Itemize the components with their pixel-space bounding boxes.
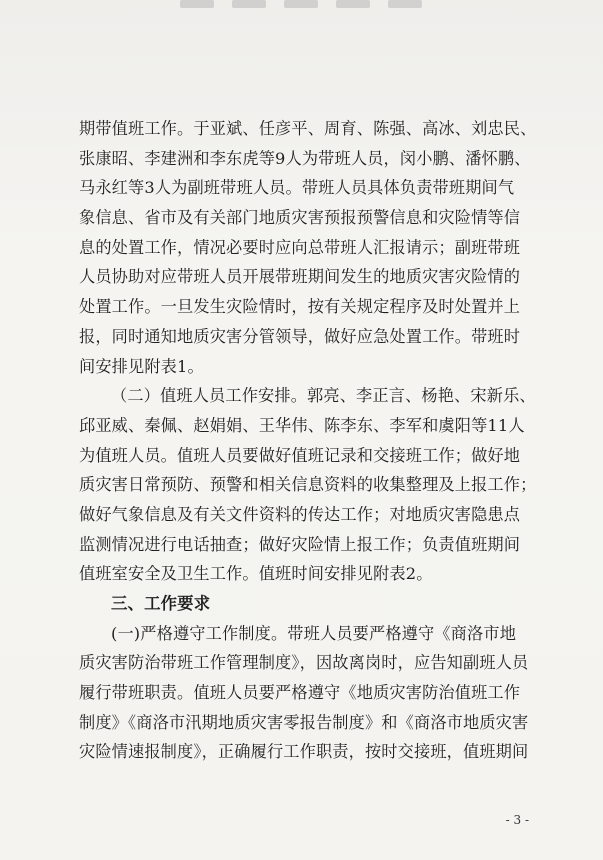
paragraph-line: 张康昭、李建洲和李东虎等9人为带班人员，闵小鹏、潘怀鹏、 [79,148,531,168]
paragraph-line: 息的处置工作，情况必要时应向总带班人汇报请示；副班带班 [79,237,521,257]
paragraph-line: 质灾害日常预防、预警和相关信息资料的收集整理及上报工作； [79,475,537,495]
paragraph-line: 灾险情速报制度》，正确履行工作职责，按时交接班，值班期间 [79,742,529,762]
section-heading: 三、工作要求 [111,594,211,613]
paragraph-line: 邱亚威、秦佩、赵娟娟、王华伟、陈李东、李军和虞阳等11人 [79,415,525,435]
paragraph-line: 值班室安全及卫生工作。值班时间安排见附表2。 [79,564,433,584]
paragraph-line: （二）值班人员工作安排。郭亮、李正言、杨艳、宋新乐、 [111,386,536,406]
paragraph-line: 处置工作。一旦发生灾险情时，按有关规定程序及时处置并上 [79,297,521,317]
paragraph-line: 制度》《商洛市汛期地质灾害零报告制度》和《商洛市地质灾害 [79,712,529,732]
paragraph-line: 人员协助对应带班人员开展带班期间发生的地质灾害灾险情的 [79,267,521,287]
page-number: - 3 - [505,813,529,827]
bleed-through-header [180,0,440,10]
paragraph-line: 马永红等3人为副班带班人员。带班人员具体负责带班期间气 [79,178,515,198]
paragraph-line: (一)严格遵守工作制度。带班人员要严格遵守《商洛市地 [111,623,517,643]
paragraph-line: 做好气象信息及有关文件资料的传达工作；对地质灾害隐患点 [79,504,521,524]
paragraph-line: 象信息、省市及有关部门地质灾害预报预警信息和灾险情等信 [79,208,521,228]
paragraph-line: 履行带班职责。值班人员要严格遵守《地质灾害防治值班工作 [79,683,521,703]
paragraph-line: 期带值班工作。于亚斌、任彦平、周育、陈强、高冰、刘忠民、 [79,119,537,138]
document-body [79,114,537,767]
paragraph-line: 监测情况进行电话抽查；做好灾险情上报工作；负责值班期间 [79,534,521,554]
paragraph-line: 为值班人员。值班人员要做好值班记录和交接班工作；做好地 [79,445,521,465]
paragraph-line: 报，同时通知地质灾害分管领导，做好应急处置工作。带班时 [79,326,521,346]
paragraph-line: 质灾害防治带班工作管理制度》，因故离岗时，应告知副班人员 [79,653,529,673]
paragraph-line: 间安排见附表1。 [79,356,204,376]
